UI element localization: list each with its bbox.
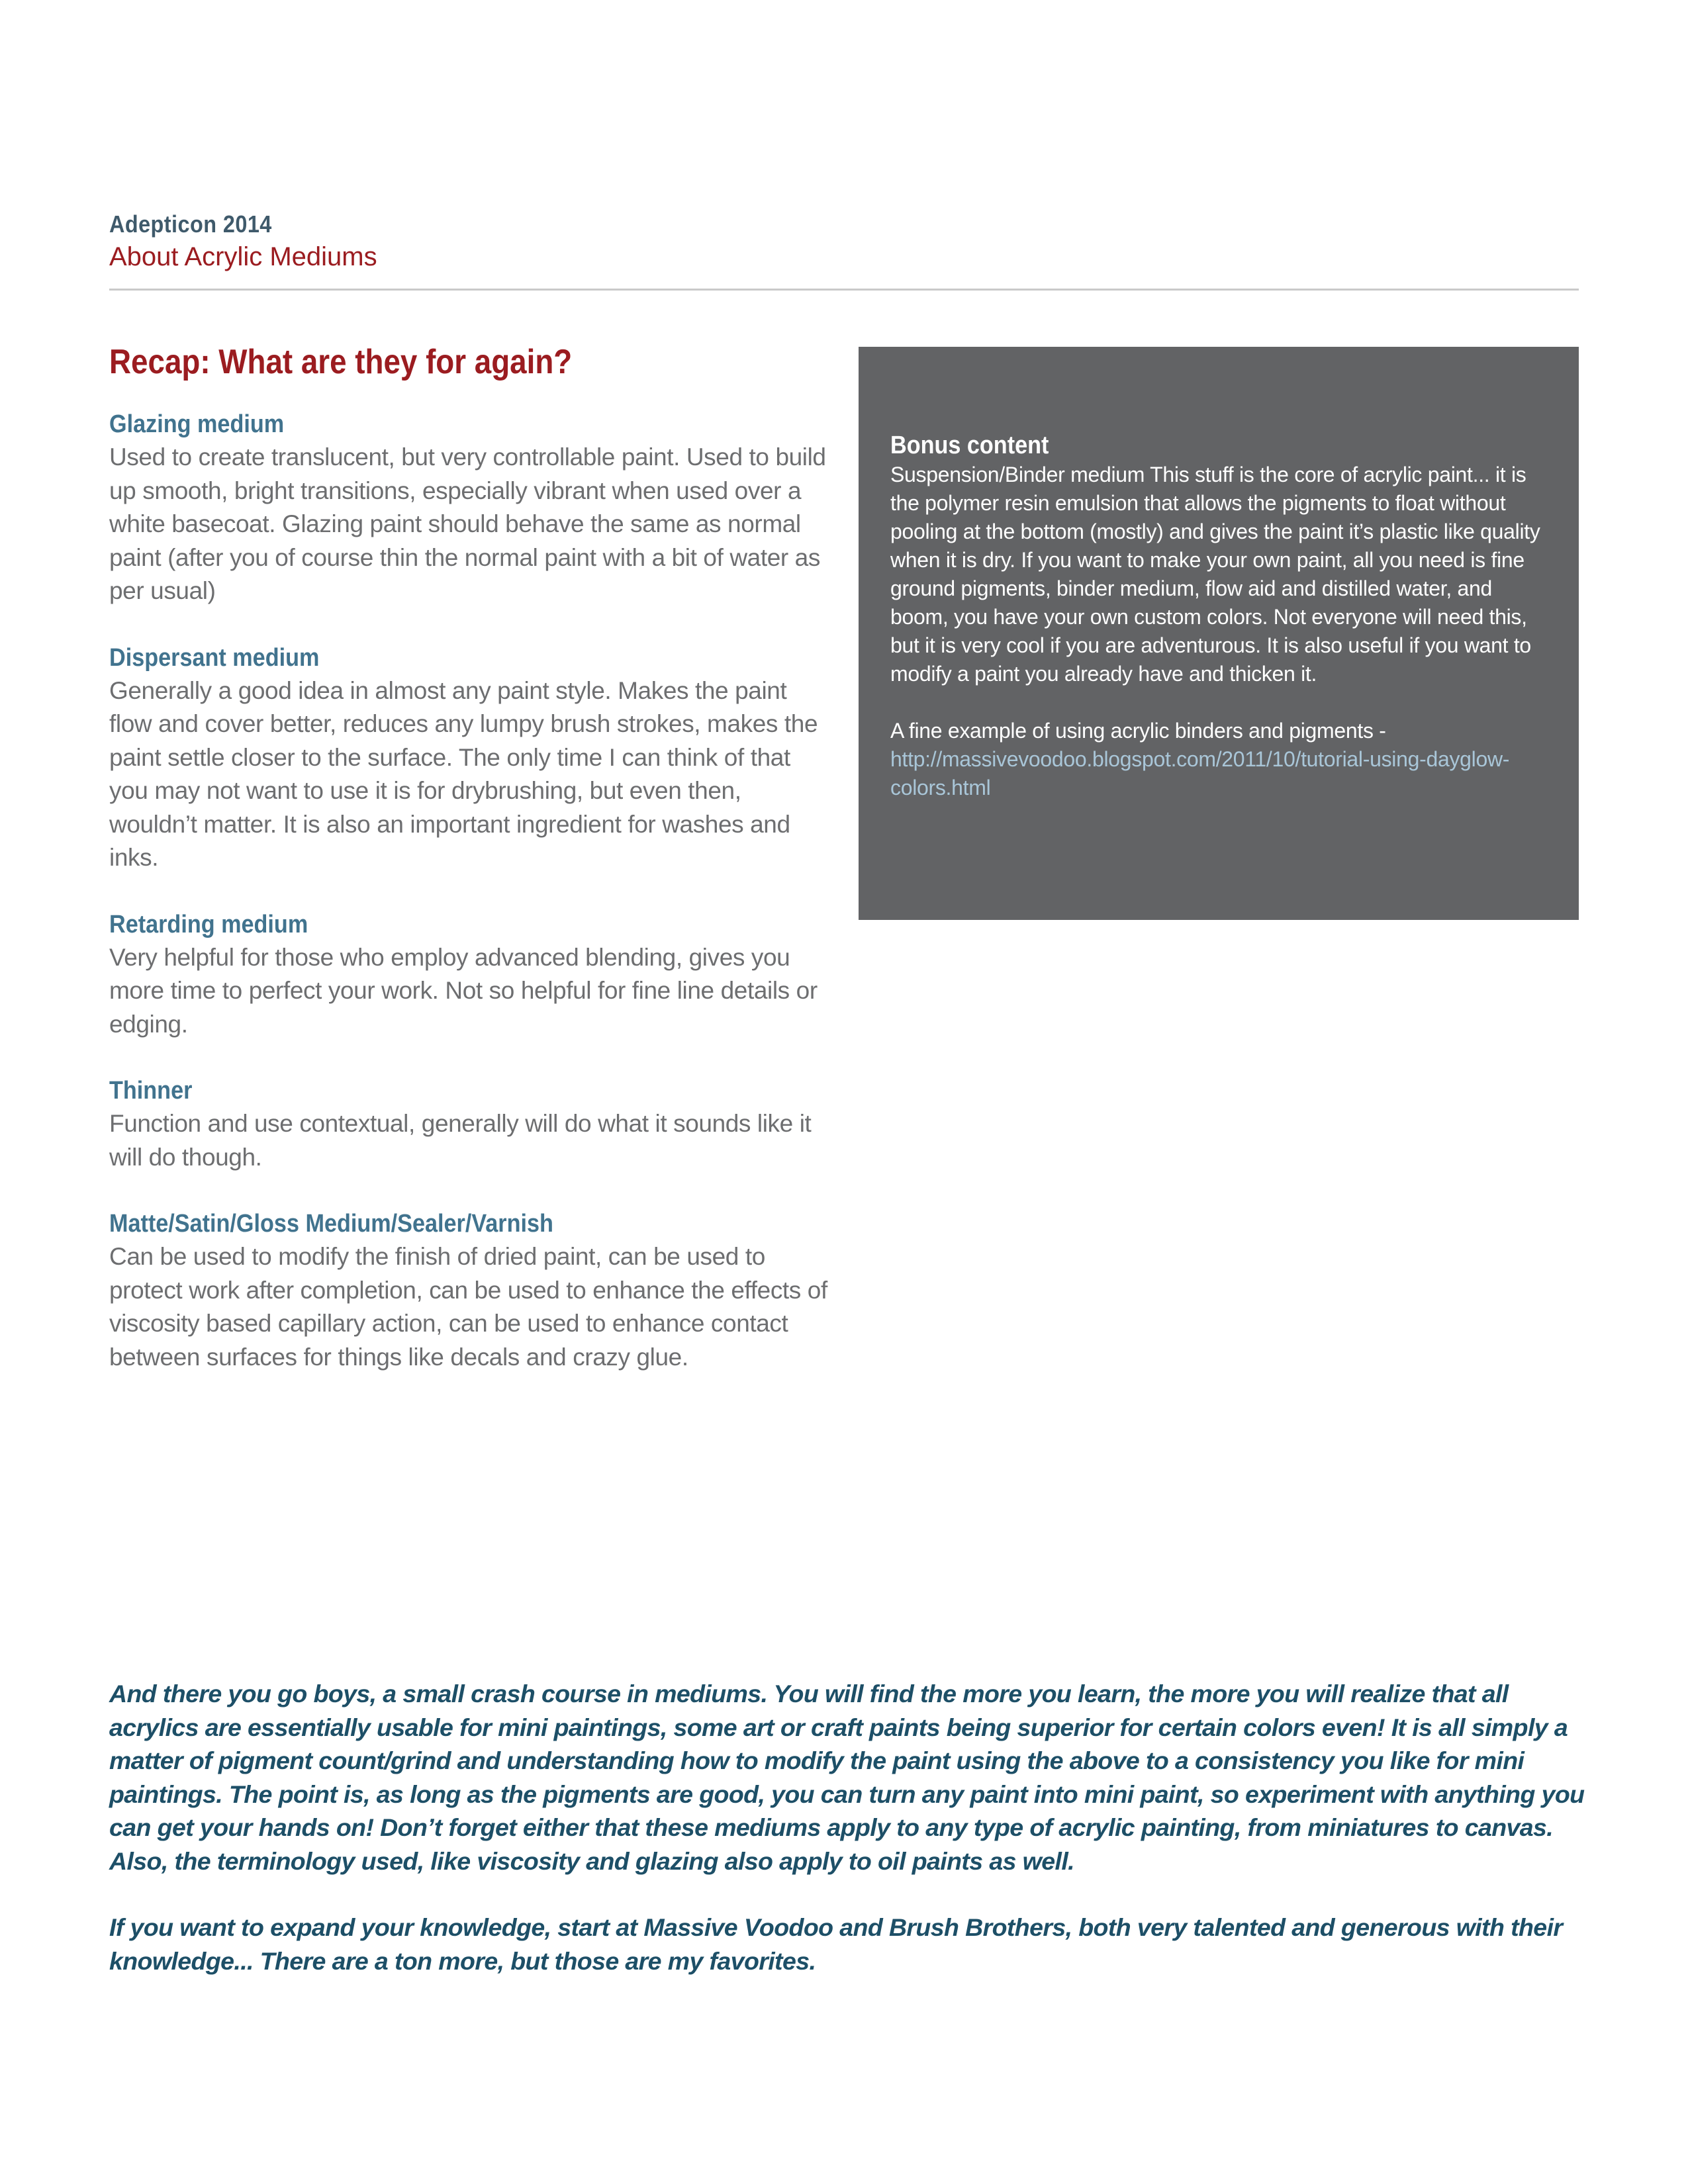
medium-description: Very helpful for those who employ advanced blending, gives you more time to perfect your work. Not so helpful for fine line details or edging.: [109, 943, 818, 1038]
medium-description: Generally a good idea in almost any paint style. Makes the paint flow and cover better, reduces any lumpy brush strokes, makes the paint settle closer to the surface. The only time I can think of that you may not want to use it is for drybrushing, but even then, wouldn’t matter. It is also an important ingredient for washes and inks.: [109, 676, 818, 871]
bonus-title: Bonus content: [890, 432, 1049, 459]
medium-title: Matte/Satin/Gloss Medium/Sealer/Varnish: [109, 1210, 553, 1238]
bonus-example-text: A fine example of using acrylic binders and pigments -: [890, 719, 1386, 743]
medium-item-retarding: [109, 908, 831, 1042]
medium-item-thinner: [109, 1074, 831, 1174]
bonus-content-box: [859, 347, 1579, 920]
medium-description: Used to create translucent, but very controllable paint. Used to build up smooth, bright transitions, especially vibrant when used over a white basecoat. Glazing paint should behave the same as normal paint (after you of course thin the normal paint with a bit of water as per usual): [109, 443, 826, 604]
closing-paragraph: And there you go boys, a small crash course in mediums. You will find the more you learn, the more you will realize that all acrylics are essentially usable for mini paintings, some art or craft paints being superior for certain colors even! It is all simply a matter of pigment count/grind and understanding how to modify the paint using the above to a consistency you like for mini paintings. The point is, as long as the pigments are good, you can turn any paint into mini paint, so experiment with anything you can get your hands on! Don’t forget either that these mediums apply to any type of acrylic painting, from miniatures to canvas. Also, the terminology used, like viscosity and glazing also apply to oil paints as well.: [109, 1680, 1585, 1875]
medium-item-dispersant: [109, 641, 831, 875]
section-heading: Recap: What are they for again?: [109, 343, 573, 381]
mediums-list: [109, 338, 831, 1407]
medium-title: Retarding medium: [109, 910, 308, 938]
bonus-description: Suspension/Binder medium This stuff is the core of acrylic paint... it is the polymer resin emulsion that allows the pigments to float without pooling at the bottom (mostly) and gives the paint it’s plastic like quality when it is dry. If you want to make your own paint, all you need is fine ground pigments, binder medium, flow aid and distilled water, and boom, you have your own custom colors. Not everyone will need this, but it is very cool if you are adventurous. It is also useful if you want to modify a paint you already have and thicken it.: [890, 463, 1540, 686]
medium-description: Can be used to modify the finish of dried paint, can be used to protect work after completion, can be used to enhance the effects of viscosity based capillary action, can be used to enhance contact between surfaces for things like decals and crazy glue.: [109, 1243, 827, 1371]
medium-description: Function and use contextual, generally will do what it sounds like it will do though.: [109, 1110, 812, 1171]
bonus-example: [890, 717, 1547, 802]
medium-title: Glazing medium: [109, 410, 285, 438]
medium-item-finish: [109, 1207, 831, 1374]
closing-remarks: [109, 1677, 1592, 2011]
tutorial-link[interactable]: http://massivevoodoo.blogspot.com/2011/10/tutorial-using-dayglow-colors.html: [890, 747, 1510, 799]
closing-paragraph: If you want to expand your knowledge, start at Massive Voodoo and Brush Brothers, both very talented and generous with their knowledge... There are a ton more, but those are my favorites.: [109, 1913, 1563, 1975]
page-header: [109, 209, 1579, 274]
event-title: Adepticon 2014: [109, 210, 272, 238]
medium-item-glazing: [109, 408, 831, 608]
document-title: About Acrylic Mediums: [109, 242, 377, 271]
medium-title: Dispersant medium: [109, 643, 320, 672]
header-divider: [109, 289, 1579, 291]
medium-title: Thinner: [109, 1077, 193, 1105]
